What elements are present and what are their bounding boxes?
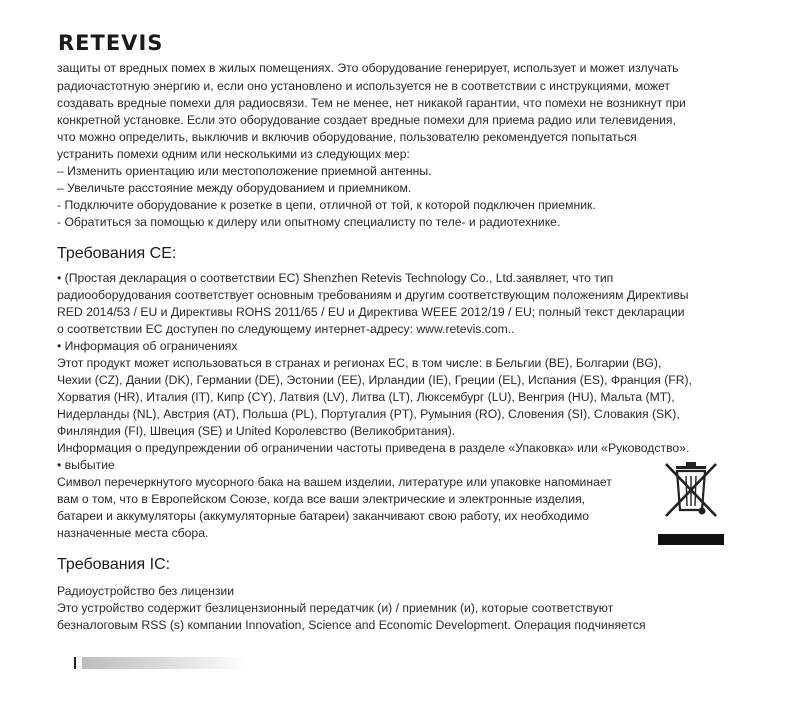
intro-line: радиочастотную энергию и, если оно установлено и используется не в соответствии с инструкциями, может bbox=[57, 79, 670, 93]
ce-line: • выбытие bbox=[57, 458, 115, 472]
ce-line: Хорватия (HR), Италия (IT), Кипр (CY), Латвия (LV), Литва (LT), Люксембург (LU), Венгрия (HU), Мальта (MT), bbox=[57, 390, 675, 404]
ce-line: • Информация об ограничениях bbox=[57, 339, 238, 353]
ic-line: Радиоустройство без лицензии bbox=[57, 584, 235, 598]
ce-line: Информация о предупреждении об ограничении частоты приведена в разделе «Упаковка» или «Руководство». bbox=[57, 441, 690, 455]
intro-line: – Увеличьте расстояние между оборудованием и приемником. bbox=[57, 181, 412, 195]
ce-line: о соответствии ЕС доступен по следующему интернет-адресу: www.retevis.com.. bbox=[57, 322, 515, 336]
intro-line: – Изменить ориентацию или местоположение приемной антенны. bbox=[57, 164, 432, 178]
brand-name: RETEVIS bbox=[58, 31, 164, 54]
intro-line: создавать вредные помехи для радиосвязи. Тем не менее, нет никакой гарантии, что помехи не возникнут при bbox=[57, 96, 686, 110]
ce-line: Символ перечеркнутого мусорного бака на вашем изделии, литературе или упаковке напоминает bbox=[57, 475, 612, 489]
ce-line: Финляндия (FI), Швеция (SE) и United Королевство (Великобритания). bbox=[57, 424, 456, 438]
intro-line: конкретной установке. Если это оборудование создает вредные помехи для приема радио или телевидения, bbox=[57, 113, 676, 127]
footer-gradient-bar bbox=[82, 657, 247, 669]
intro-line: - Обратиться за помощью к дилеру или опытному специалисту по теле- и радиотехнике. bbox=[57, 215, 561, 229]
intro-line: - Подключите оборудование к розетке в цепи, отличной от той, к которой подключен приемник. bbox=[57, 198, 596, 212]
intro-line: устранить помехи одним или несколькими из следующих мер: bbox=[57, 147, 410, 161]
ic-heading: Требования IC: bbox=[57, 556, 171, 573]
ce-line: радиооборудования соответствует основным требованиям и другим соответствующим положениям Директивы bbox=[57, 288, 689, 302]
retevis-logo bbox=[58, 30, 170, 54]
ce-line: Этот продукт может использоваться в странах и регионах ЕС, в том числе: в Бельгии (BE), Болгарии (BG), bbox=[57, 356, 662, 370]
ic-line: Это устройство содержит безлицензионный передатчик (и) / приемник (и), которые соответствуют bbox=[57, 601, 614, 615]
intro-line: защиты от вредных помех в жилых помещениях. Это оборудование генерирует, использует и может излучать bbox=[57, 61, 679, 75]
ce-line: • (Простая декларация о соответствии ЕС) Shenzhen Retevis Technology Co., Ltd.заявляет, что тип bbox=[57, 271, 614, 285]
ce-line: вам о том, что в Европейском Союзе, когда все ваши электрические и электронные изделия, bbox=[57, 492, 586, 506]
ce-line: назначенные места сбора. bbox=[57, 526, 209, 540]
ic-line: безналоговым RSS (s) компании Innovation, Science and Economic Development. Операция подчиняется bbox=[57, 618, 646, 632]
ce-line: Нидерланды (NL), Австрия (AT), Польша (PL), Португалия (PT), Румыния (RO), Словения (SI), Словакия (SK), bbox=[57, 407, 680, 421]
footer-page-marker bbox=[74, 657, 76, 669]
ce-line: Чехии (CZ), Дании (DK), Германии (DE), Эстонии (EE), Ирландии (IE), Греции (EL), Испания (ES), Франция (FR), bbox=[57, 373, 692, 387]
ce-line: RED 2014/53 / EU и Директивы ROHS 2011/65 / EU и Директива WEEE 2012/19 / EU; полный текст декларации bbox=[57, 305, 685, 319]
intro-line: что можно определить, выключив и включив оборудование, пользователю рекомендуется попытаться bbox=[57, 130, 637, 144]
ce-heading: Требования CE: bbox=[57, 245, 177, 262]
weee-bin-icon bbox=[658, 458, 724, 546]
ce-line: батареи и аккумуляторы (аккумуляторные батареи) заканчивают свою работу, их необходимо bbox=[57, 509, 590, 523]
